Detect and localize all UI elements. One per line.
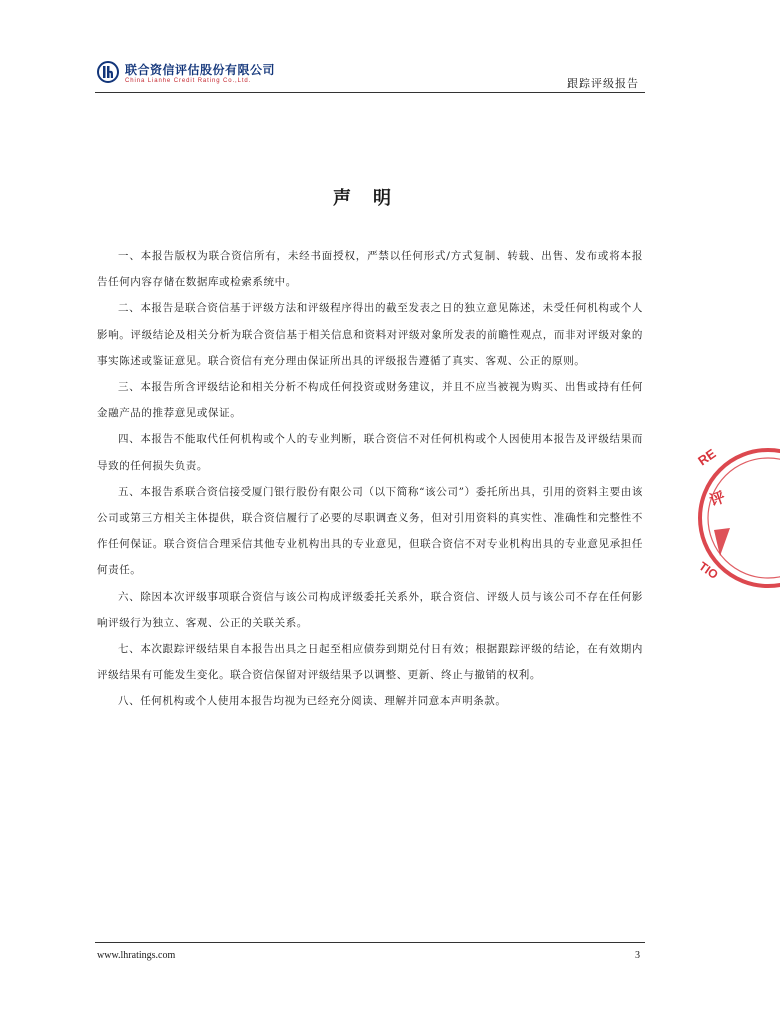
footer-divider bbox=[95, 942, 645, 943]
statement-paragraph-3: 三、本报告所含评级结论和相关分析不构成任何投资或财务建议，并且不应当被视为购买、出售或持有任何金融产品的推荐意见或保证。 bbox=[97, 381, 643, 420]
statement-paragraph-6: 六、除因本次评级事项联合资信与该公司构成评级委托关系外，联合资信、评级人员与该公司不存在任何影响评级行为独立、客观、公正的关联关系。 bbox=[97, 590, 643, 629]
statement-body bbox=[97, 243, 643, 715]
statement-paragraph-1: 一、本报告版权为联合资信所有，未经书面授权，严禁以任何形式/方式复制、转载、出售、发布或将本报告任何内容存储在数据库或检索系统中。 bbox=[97, 250, 643, 289]
page-title: 声明 bbox=[333, 188, 413, 209]
statement-paragraph-5: 五、本报告系联合资信接受厦门银行股份有限公司（以下简称“该公司”）委托所出具，引用的资料主要由该公司或第三方相关主体提供，联合资信履行了必要的尽职调查义务，但对引用资料的真实性、准确性和完整性不作任何保证。联合资信合理采信其他专业机构出具的专业意见，但联合资信不对专业机构出具的专业意见承担任何责任。 bbox=[97, 485, 643, 577]
company-seal-stamp bbox=[690, 428, 780, 608]
lianhe-logo-icon bbox=[97, 61, 119, 83]
seal-text-top: RE bbox=[695, 445, 719, 469]
statement-paragraph-8: 八、任何机构或个人使用本报告均视为已经充分阅读、理解并同意本声明条款。 bbox=[118, 695, 507, 708]
statement-paragraph-4: 四、本报告不能取代任何机构或个人的专业判断，联合资信不对任何机构或个人因使用本报告及评级结果而导致的任何损失负责。 bbox=[97, 433, 643, 472]
statement-paragraph-7: 七、本次跟踪评级结果自本报告出具之日起至相应债券到期兑付日有效；根据跟踪评级的结论，在有效期内评级结果有可能发生变化。联合资信保留对评级结果予以调整、更新、终止与撤销的权利。 bbox=[97, 643, 643, 682]
seal-text-mid: 评 bbox=[707, 487, 728, 510]
footer-website: www.lhratings.com bbox=[97, 950, 176, 961]
company-name-en: China Lianhe Credit Rating Co.,Ltd. bbox=[125, 78, 252, 84]
header-divider bbox=[95, 92, 645, 93]
page-number: 3 bbox=[635, 950, 640, 961]
statement-paragraph-2: 二、本报告是联合资信基于评级方法和评级程序得出的截至发表之日的独立意见陈述，未受任何机构或个人影响。评级结论及相关分析为联合资信基于相关信息和资料对评级对象所发表的前瞻性观点，而非对评级对象的事实陈述或鉴证意见。联合资信有充分理由保证所出具的评级报告遵循了真实、客观、公正的原则。 bbox=[97, 302, 643, 367]
seal-text-bottom: TIO bbox=[696, 558, 721, 582]
report-type-label: 跟踪评级报告 bbox=[567, 77, 639, 90]
company-name-cn: 联合资信评估股份有限公司 bbox=[125, 63, 276, 77]
